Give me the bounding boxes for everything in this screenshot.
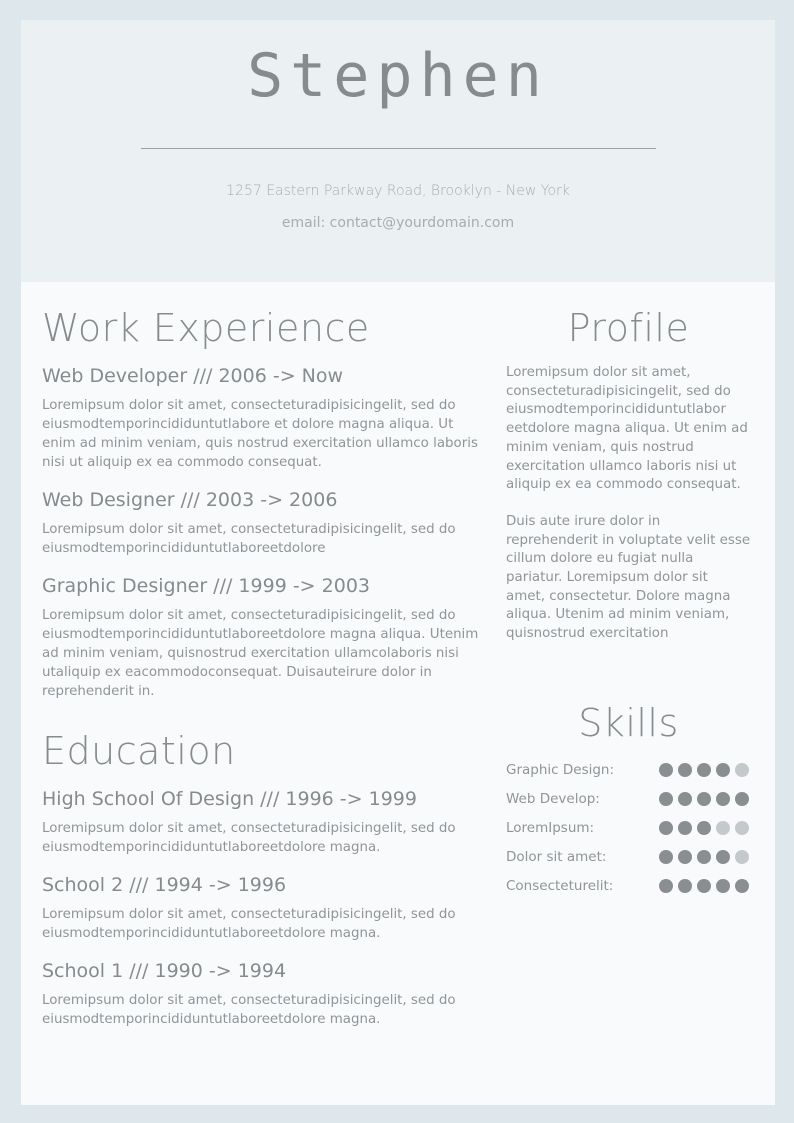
job-entry [42,488,482,558]
skill-rating [659,850,749,864]
rating-dot-filled [659,763,673,777]
skill-row [506,784,751,813]
rating-dot-filled [735,879,749,893]
profile-heading: Profile [567,306,690,350]
skill-row [506,871,751,900]
candidate-name: Stephen [247,41,549,111]
rating-dot-filled [716,763,730,777]
rating-dot-filled [735,792,749,806]
rating-dot-filled [659,792,673,806]
left-column [42,304,482,1045]
skill-label: Graphic Design: [506,761,615,778]
rating-dot-filled [678,850,692,864]
job-description: Loremipsum dolor sit amet, consecteturadipisicingelit, sed do eiusmodtemporincididuntutlaboreetdolore magna aliqua. Utenim ad minim veniam, quisnostrud exercitation ullamcolaboris nisi utaliquip ex eacommodoconsequat. Duisauteirure dolor in reprehenderit in. [42,608,479,699]
rating-dot-filled [678,792,692,806]
skills-heading: Skills [578,701,679,745]
skill-row [506,755,751,784]
resume-header [21,20,775,282]
job-title: Web Developer /// 2006 -> Now [42,365,344,387]
school-description: Loremipsum dolor sit amet, consecteturadipisicingelit, sed do eiusmodtemporincididuntutlaboreetdolore magna. [42,821,456,855]
rating-dot-filled [659,850,673,864]
right-column [506,304,751,900]
profile-paragraph: Duis aute irure dolor in reprehenderit in voluptate velit esse cillum dolore eu fugiat nulla pariatur. Loremipsum dolor sit amet, consectetur. Dolore magna aliqua. Utenim ad minim veniam, quisnostrud exercitation [506,513,751,642]
job-description: Loremipsum dolor sit amet, consecteturadipisicingelit, sed do eiusmodtemporincididuntutlabore et dolore magna aliqua. Ut enim ad minim veniam, quis nostrud exercitation ullamco laboris nisi ut aliquip ex ea commodo consequat. [42,398,478,470]
rating-dot-filled [697,879,711,893]
rating-dot-filled [678,879,692,893]
job-entry [42,364,482,472]
skills-list [506,755,751,900]
address-text: 1257 Eastern Parkway Road, Brooklyn - New York [226,183,570,199]
rating-dot-empty [735,850,749,864]
skill-label: Web Develop: [506,790,600,807]
job-description: Loremipsum dolor sit amet, consecteturadipisicingelit, sed do eiusmodtemporincididuntutlaboreetdolore [42,522,456,556]
resume-page [21,20,775,1105]
work-experience-heading: Work Experience [42,306,370,350]
school-title: School 1 /// 1990 -> 1994 [42,960,287,982]
rating-dot-empty [716,821,730,835]
school-description: Loremipsum dolor sit amet, consecteturadipisicingelit, sed do eiusmodtemporincididuntutlaboreetdolore magna. [42,907,456,941]
school-entry [42,873,482,943]
skill-rating [659,879,749,893]
skill-rating [659,763,749,777]
job-title: Web Designer /// 2003 -> 2006 [42,489,338,511]
rating-dot-empty [735,763,749,777]
school-title: High School Of Design /// 1996 -> 1999 [42,788,417,810]
profile-paragraph: Loremipsum dolor sit amet, consecteturadipisicingelit, sed do eiusmodtemporincididuntutlabor eetdolore magna aliqua. Ut enim ad minim veniam, quis nostrud exercitation ullamco laboris nisi ut aliquip ex ea commodo consequat. [506,365,748,493]
rating-dot-filled [659,879,673,893]
rating-dot-filled [659,821,673,835]
rating-dot-filled [697,850,711,864]
profile-text [506,364,751,671]
school-description: Loremipsum dolor sit amet, consecteturadipisicingelit, sed do eiusmodtemporincididuntutlaboreetdolore magna. [42,993,456,1027]
skill-row [506,842,751,871]
rating-dot-filled [716,850,730,864]
rating-dot-filled [697,821,711,835]
school-title: School 2 /// 1994 -> 1996 [42,874,287,896]
rating-dot-empty [735,821,749,835]
rating-dot-filled [678,763,692,777]
school-entry [42,787,482,857]
skill-row [506,813,751,842]
skill-label: Consecteturelit: [506,877,614,894]
job-entry [42,574,482,701]
rating-dot-filled [716,879,730,893]
email-text: email: contact@yourdomain.com [281,215,515,231]
skill-rating [659,821,749,835]
skill-label: LoremIpsum: [506,819,595,836]
rating-dot-filled [697,792,711,806]
education-heading: Education [42,729,236,773]
header-divider [141,148,656,149]
school-entry [42,959,482,1029]
rating-dot-filled [716,792,730,806]
job-title: Graphic Designer /// 1999 -> 2003 [42,575,370,597]
rating-dot-filled [678,821,692,835]
rating-dot-filled [697,763,711,777]
skill-rating [659,792,749,806]
skill-label: Dolor sit amet: [506,848,607,865]
